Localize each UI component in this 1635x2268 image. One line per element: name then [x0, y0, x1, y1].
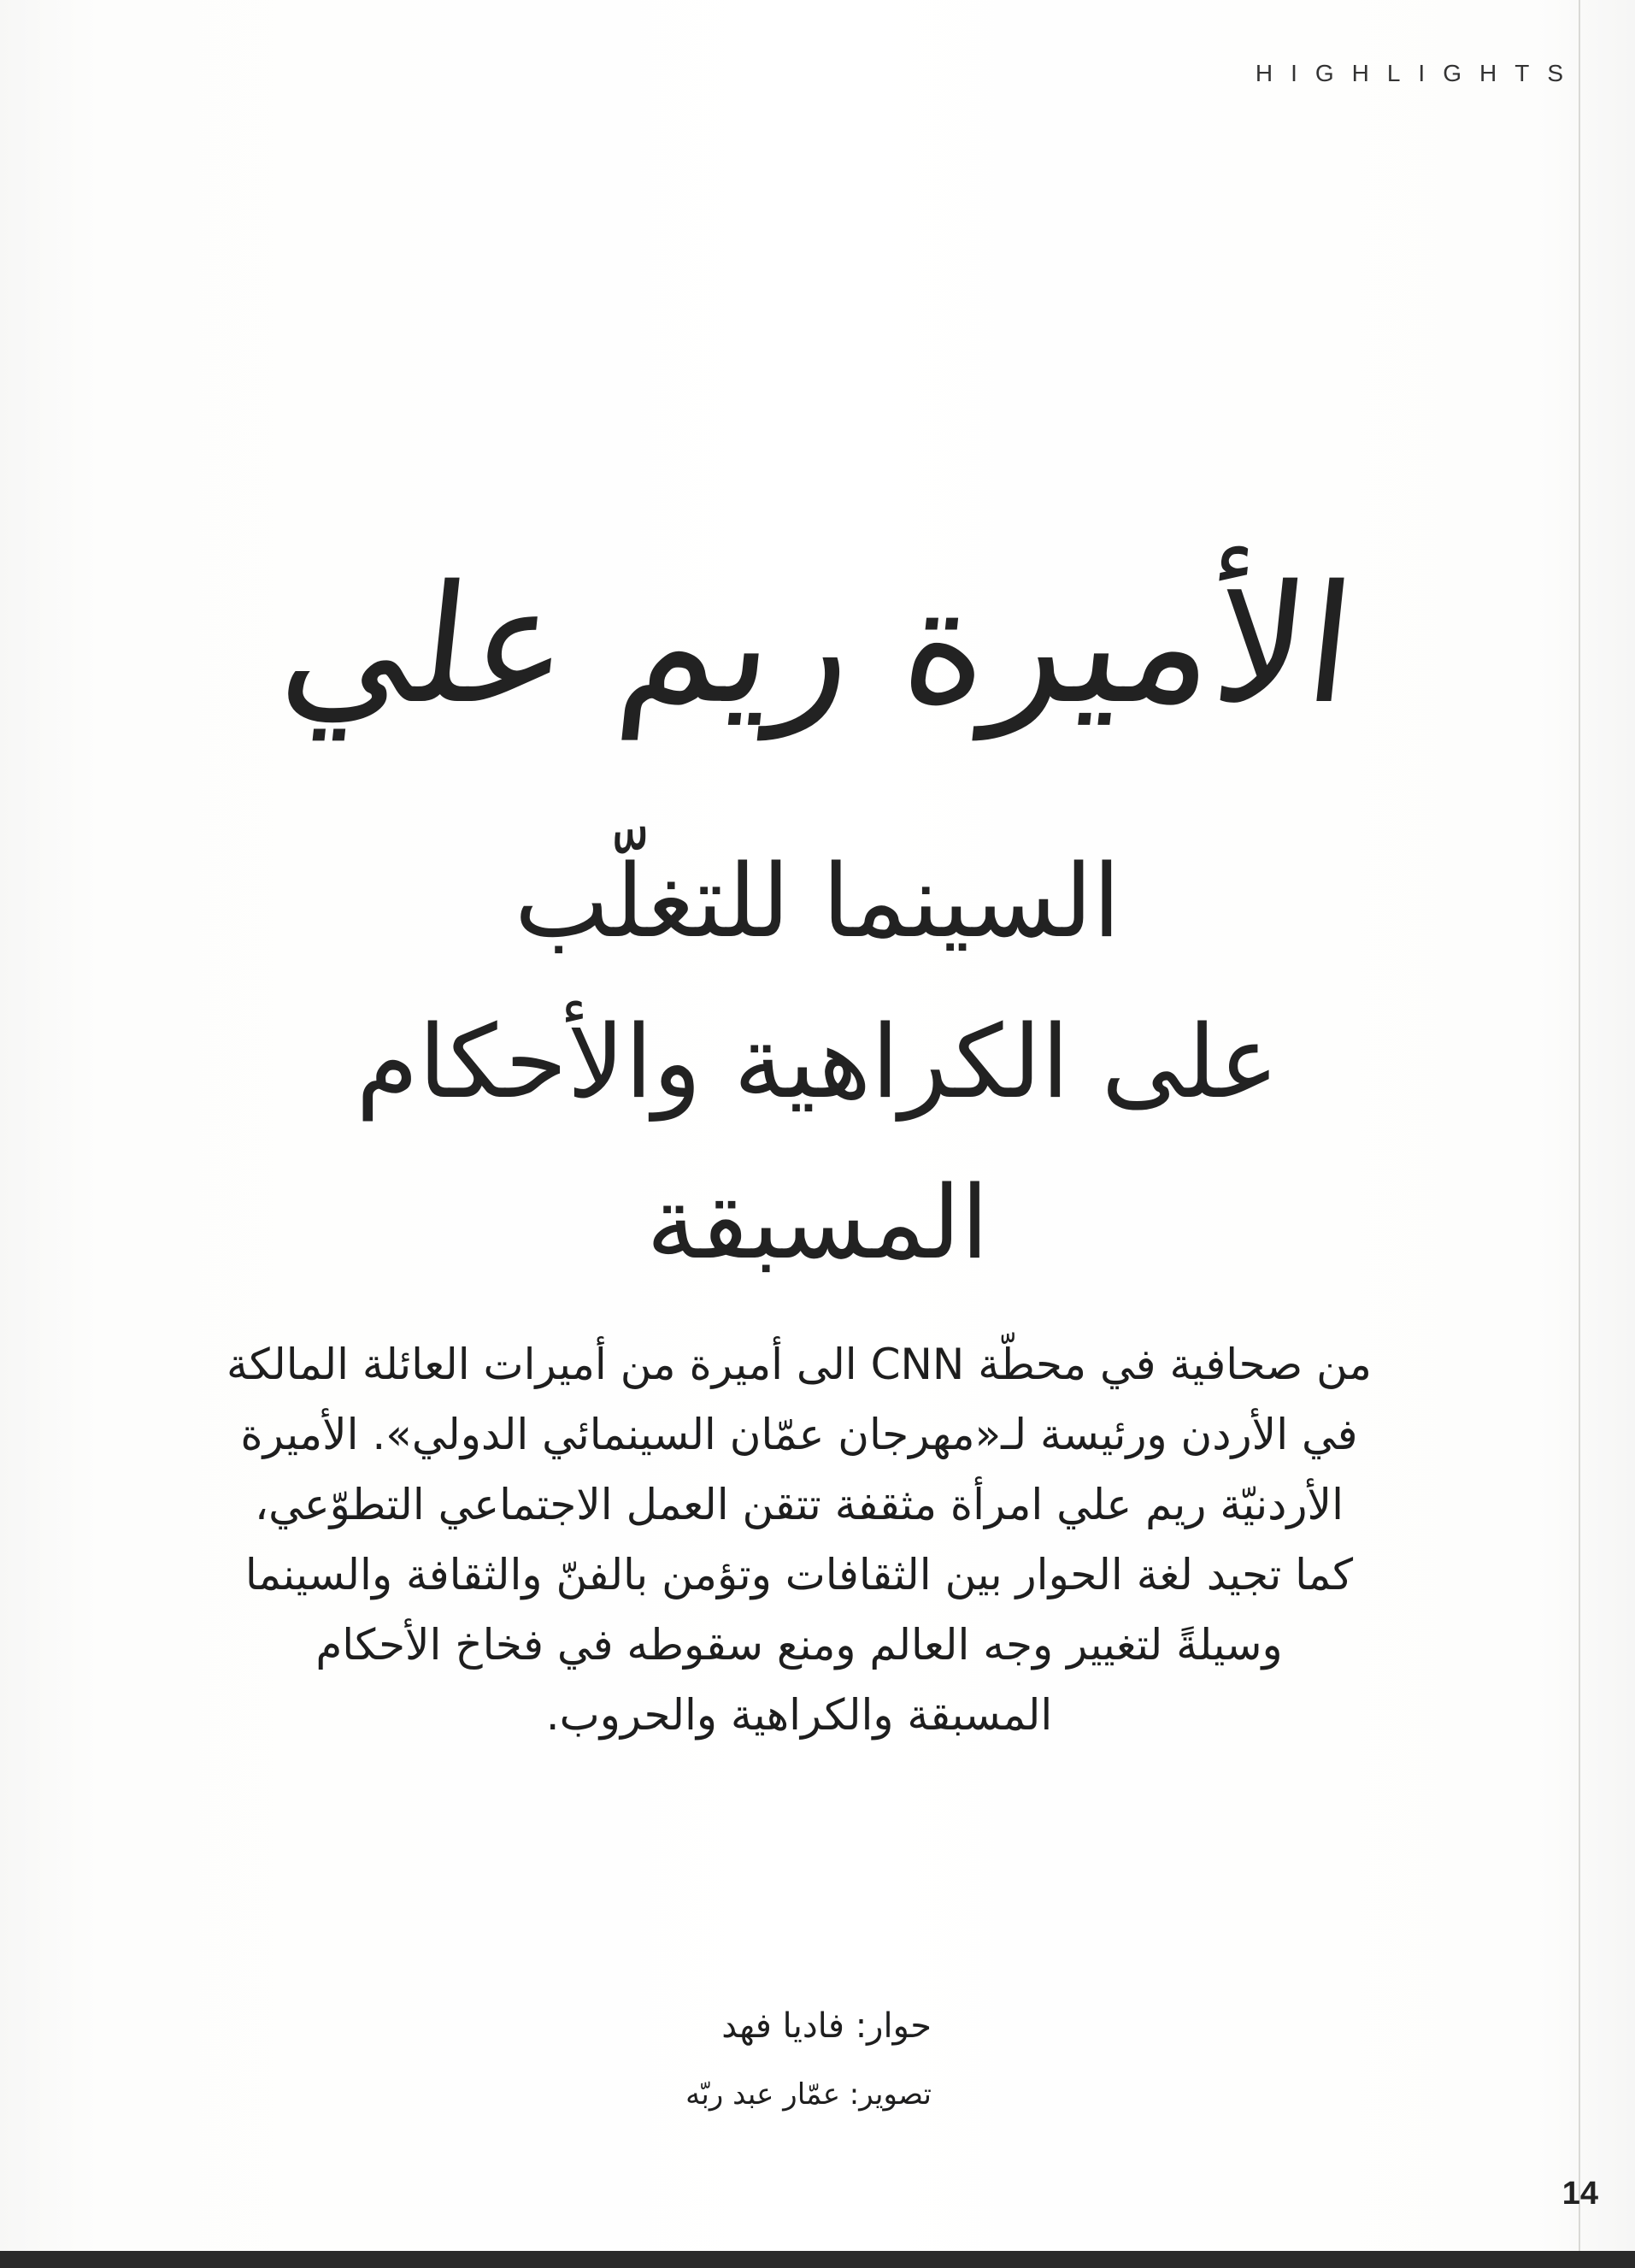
article-subtitle [171, 821, 1464, 1303]
bottom-scan-band [0, 2251, 1635, 2268]
article-title: الأميرة ريم علي [273, 551, 1362, 739]
subtitle-line: السينما للتغلّب [514, 842, 1121, 960]
photography-credit: تصوير: عمّار عبد ربّه [685, 2077, 932, 2112]
page-edge-rule [1579, 0, 1580, 2268]
intro-line: من صحافية في محطّة CNN الى أميرة من أميرات العائلة المالكة [226, 1340, 1372, 1389]
section-label: HIGHLIGHTS [1255, 60, 1581, 86]
intro-line: الأردنيّة ريم علي امرأة مثقفة تتقن العمل الاجتماعي التطوّعي، [255, 1480, 1344, 1529]
intro-line: كما تجيد لغة الحوار بين الثقافات وتؤمن بالفنّ والثقافة والسينما [244, 1550, 1354, 1599]
intro-line: وسيلةً لتغيير وجه العالم ومنع سقوطه في فخاخ الأحكام [315, 1620, 1283, 1670]
intro-line: المسبقة والكراهية والحروب. [545, 1690, 1053, 1740]
intro-paragraph [184, 1329, 1414, 1750]
subtitle-line: المسبقة [646, 1163, 989, 1281]
intro-line: في الأردن ورئيسة لـ«مهرجان عمّان السينمائي الدولي». الأميرة [240, 1410, 1358, 1459]
subtitle-line: على الكراهية والأحكام [356, 1003, 1279, 1121]
interview-credit: حوار: فاديا فهد [721, 2006, 932, 2046]
credits-block [598, 1992, 932, 2129]
page-number: 14 [1561, 2176, 1598, 2212]
